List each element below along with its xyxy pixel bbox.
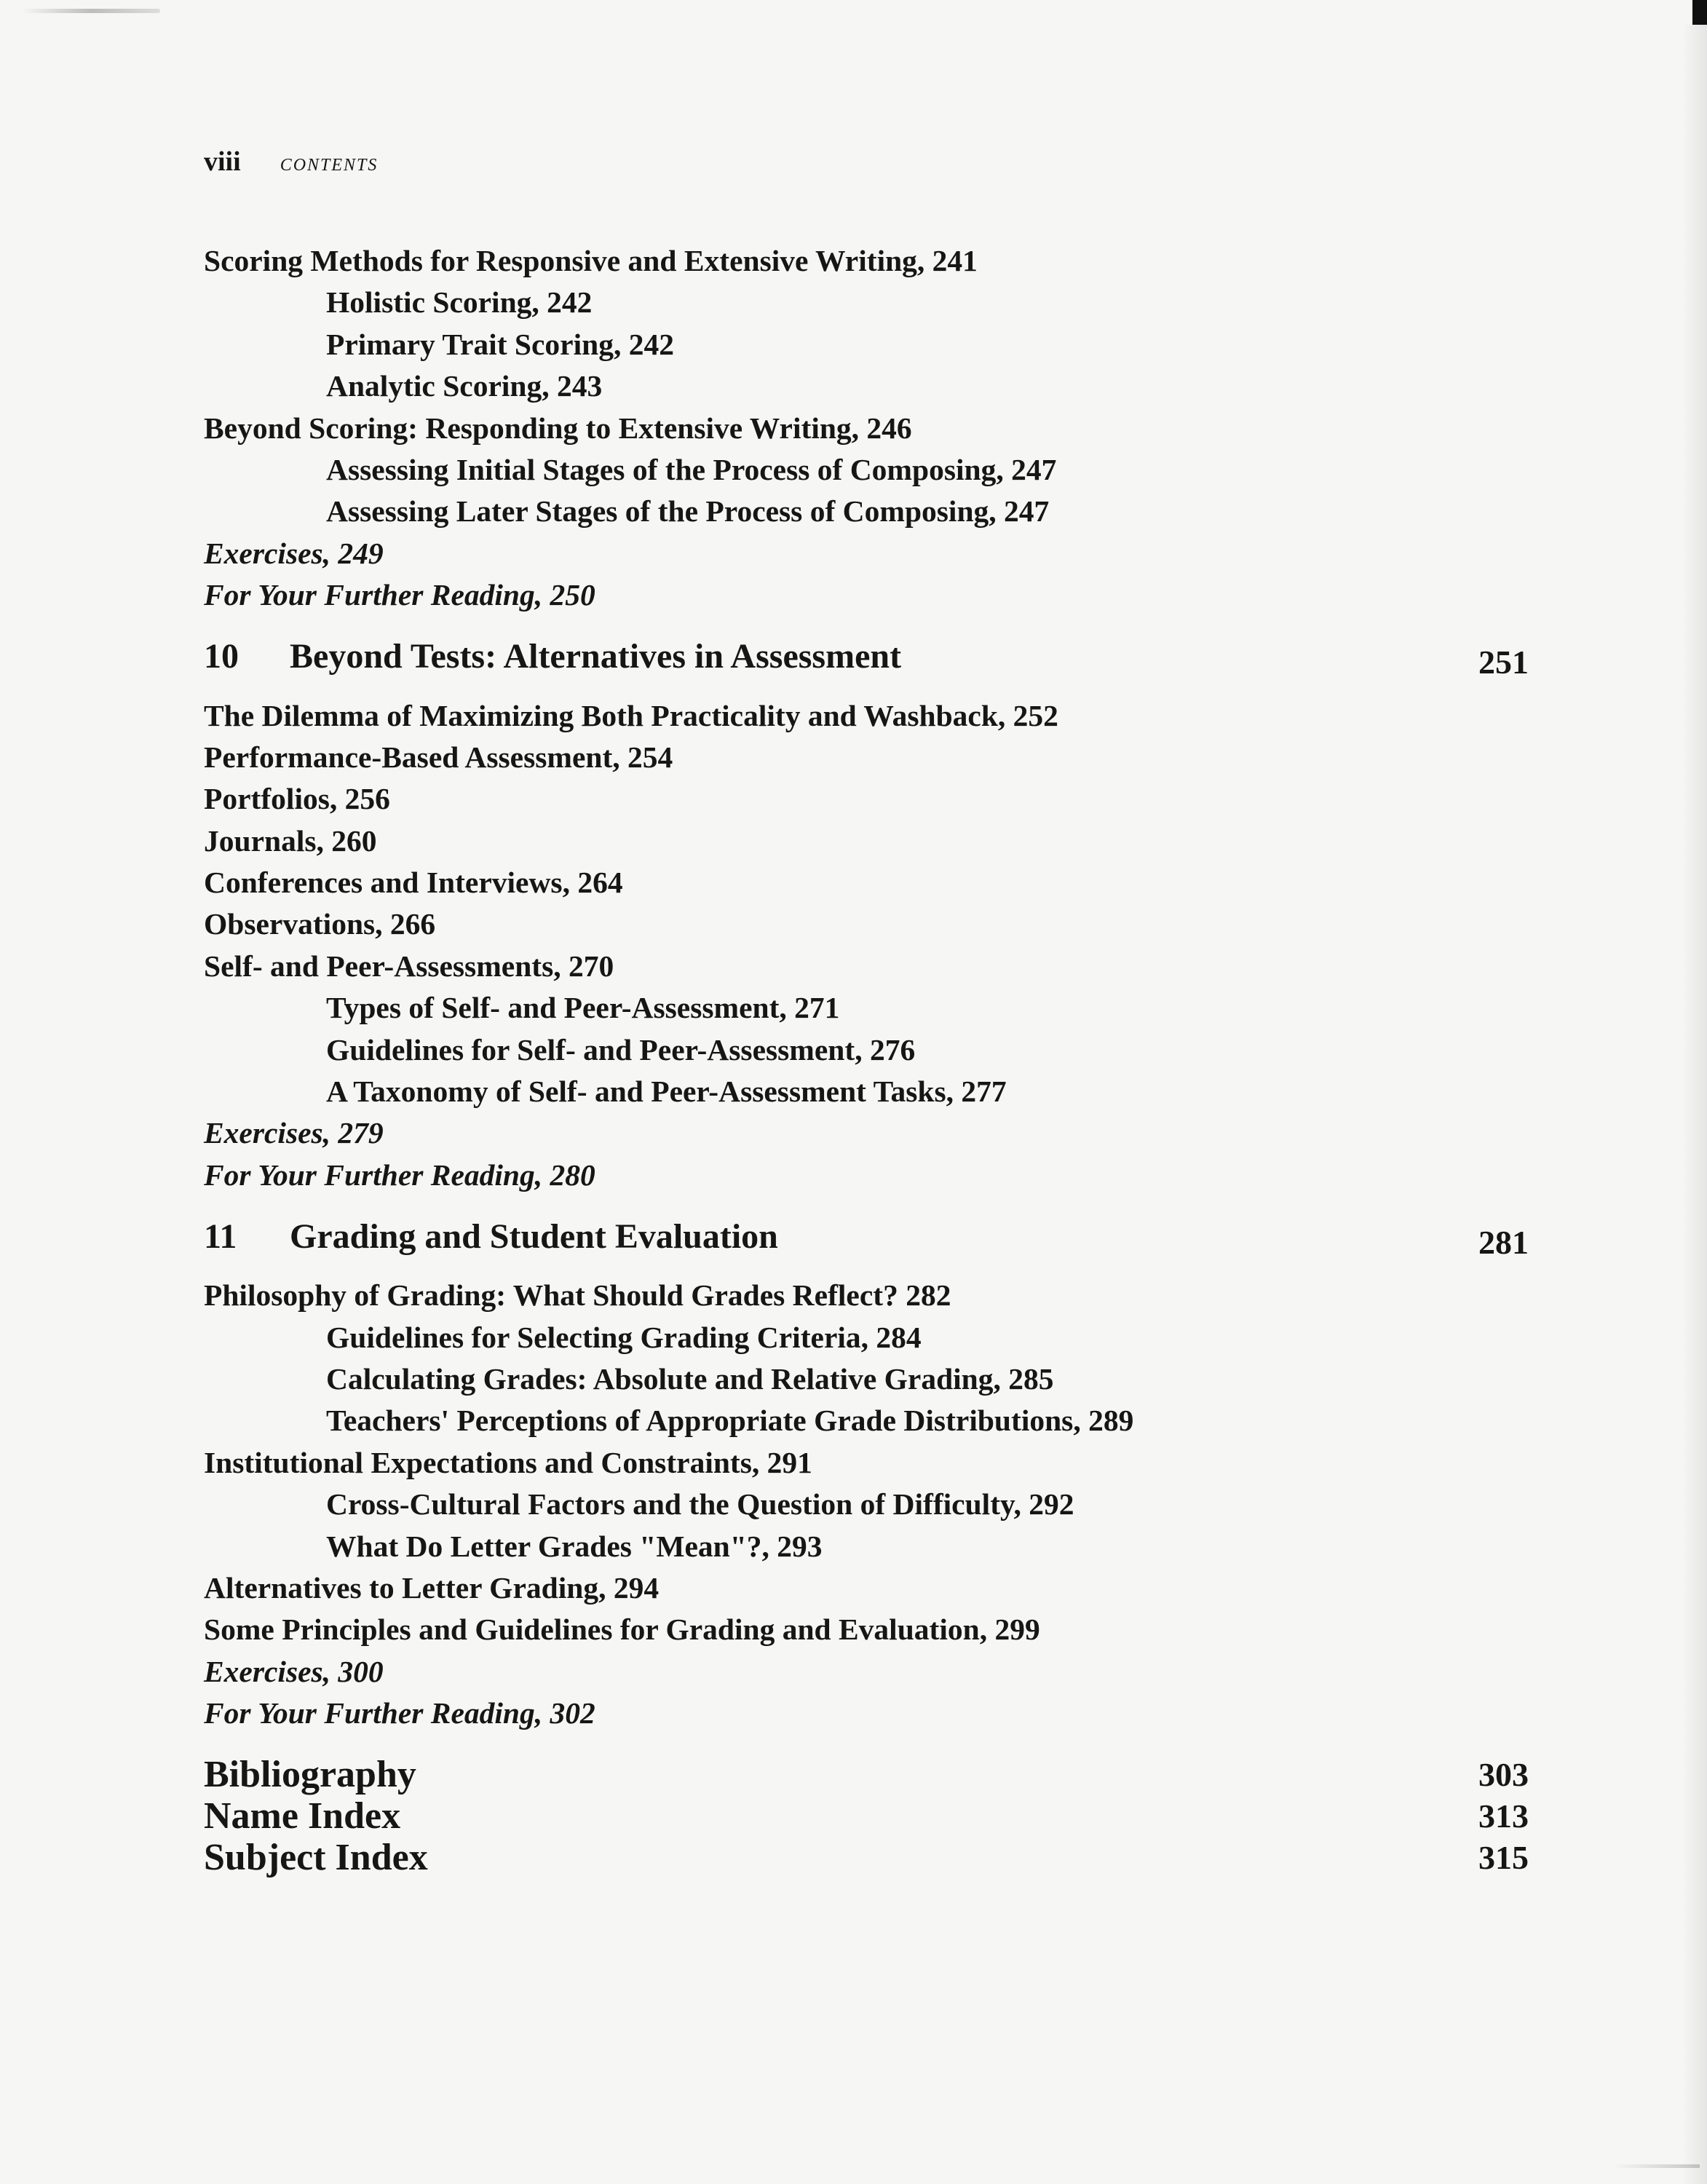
toc-entry: For Your Further Reading, 302 bbox=[204, 1696, 595, 1730]
toc-subentry: Assessing Later Stages of the Process of Composing, 247 bbox=[326, 494, 1050, 529]
backmatter-title: Name Index bbox=[204, 1795, 401, 1837]
chapter-number: 10 bbox=[204, 637, 239, 676]
toc-entry: Self- and Peer-Assessments, 270 bbox=[204, 949, 614, 983]
backmatter-list bbox=[204, 1754, 1529, 1878]
scan-edge-mark bbox=[22, 9, 160, 13]
toc-subentry: A Taxonomy of Self- and Peer-Assessment Tasks, 277 bbox=[326, 1075, 1007, 1109]
chapter-page-number: 251 bbox=[1478, 644, 1529, 681]
chapter-heading bbox=[204, 1206, 1529, 1266]
toc-entry: For Your Further Reading, 250 bbox=[204, 578, 595, 612]
backmatter-page-number: 315 bbox=[1478, 1838, 1529, 1876]
backmatter-entry bbox=[204, 1795, 1529, 1837]
page-header bbox=[204, 146, 378, 178]
toc-subentry: What Do Letter Grades "Mean"?, 293 bbox=[326, 1529, 823, 1563]
chapter-title: Beyond Tests: Alternatives in Assessment bbox=[290, 637, 902, 676]
toc-entry: Philosophy of Grading: What Should Grades Reflect? 282 bbox=[204, 1278, 951, 1313]
toc-entry: Scoring Methods for Responsive and Extensive Writing, 241 bbox=[204, 244, 978, 277]
scan-edge-mark-bottom bbox=[1612, 2164, 1700, 2168]
toc-subentry: Cross-Cultural Factors and the Question of Difficulty, 292 bbox=[326, 1487, 1074, 1522]
toc-entry: Some Principles and Guidelines for Grading and Evaluation, 299 bbox=[204, 1613, 1040, 1647]
toc-entry: Institutional Expectations and Constraints, 291 bbox=[204, 1445, 812, 1479]
toc-entry: For Your Further Reading, 280 bbox=[204, 1158, 595, 1192]
toc-entry: Exercises, 300 bbox=[204, 1654, 384, 1688]
backmatter-page-number: 303 bbox=[1478, 1755, 1529, 1793]
toc-entry: Exercises, 279 bbox=[204, 1116, 384, 1150]
backmatter-entry bbox=[204, 1837, 1529, 1878]
running-head: CONTENTS bbox=[280, 156, 379, 175]
scan-gutter-shadow bbox=[1682, 25, 1707, 2184]
toc-entry: Observations, 266 bbox=[204, 907, 436, 941]
scan-corner-shadow bbox=[1692, 0, 1707, 25]
backmatter-title: Bibliography bbox=[204, 1753, 416, 1795]
toc-subentry: Teachers' Perceptions of Appropriate Grade Distributions, 289 bbox=[326, 1404, 1134, 1438]
table-of-contents bbox=[204, 240, 1529, 1878]
chapter-list bbox=[204, 627, 1529, 1735]
toc-entry: The Dilemma of Maximizing Both Practicality and Washback, 252 bbox=[204, 698, 1058, 732]
toc-subentry: Guidelines for Self- and Peer-Assessment, 276 bbox=[326, 1032, 916, 1067]
toc-entry: Portfolios, 256 bbox=[204, 782, 390, 816]
toc-subentry: Calculating Grades: Absolute and Relative Grading, 285 bbox=[326, 1361, 1054, 1396]
toc-subentry: Assessing Initial Stages of the Process of Composing, 247 bbox=[326, 452, 1057, 486]
toc-subentry: Guidelines for Selecting Grading Criteria, 284 bbox=[326, 1320, 922, 1354]
intro-entries bbox=[204, 240, 1529, 617]
toc-entry: Exercises, 249 bbox=[204, 536, 384, 570]
chapter-page-number: 281 bbox=[1478, 1223, 1529, 1261]
toc-entry: Beyond Scoring: Responding to Extensive Writing, 246 bbox=[204, 411, 912, 445]
page-number: viii bbox=[204, 146, 241, 177]
toc-subentry: Holistic Scoring, 242 bbox=[326, 285, 593, 320]
toc-entry: Alternatives to Letter Grading, 294 bbox=[204, 1570, 660, 1605]
toc-subentry: Types of Self- and Peer-Assessment, 271 bbox=[326, 991, 840, 1025]
backmatter-title: Subject Index bbox=[204, 1836, 428, 1878]
toc-subentry: Primary Trait Scoring, 242 bbox=[326, 327, 674, 361]
toc-entry: Journals, 260 bbox=[204, 823, 377, 858]
toc-subentry: Analytic Scoring, 243 bbox=[326, 369, 603, 403]
chapter-title: Grading and Student Evaluation bbox=[290, 1216, 778, 1256]
chapter-number: 11 bbox=[204, 1216, 237, 1256]
chapter-heading bbox=[204, 627, 1529, 687]
backmatter-entry bbox=[204, 1754, 1529, 1795]
backmatter-page-number: 313 bbox=[1478, 1797, 1529, 1835]
toc-entry: Conferences and Interviews, 264 bbox=[204, 866, 623, 900]
toc-entry: Performance-Based Assessment, 254 bbox=[204, 740, 673, 774]
